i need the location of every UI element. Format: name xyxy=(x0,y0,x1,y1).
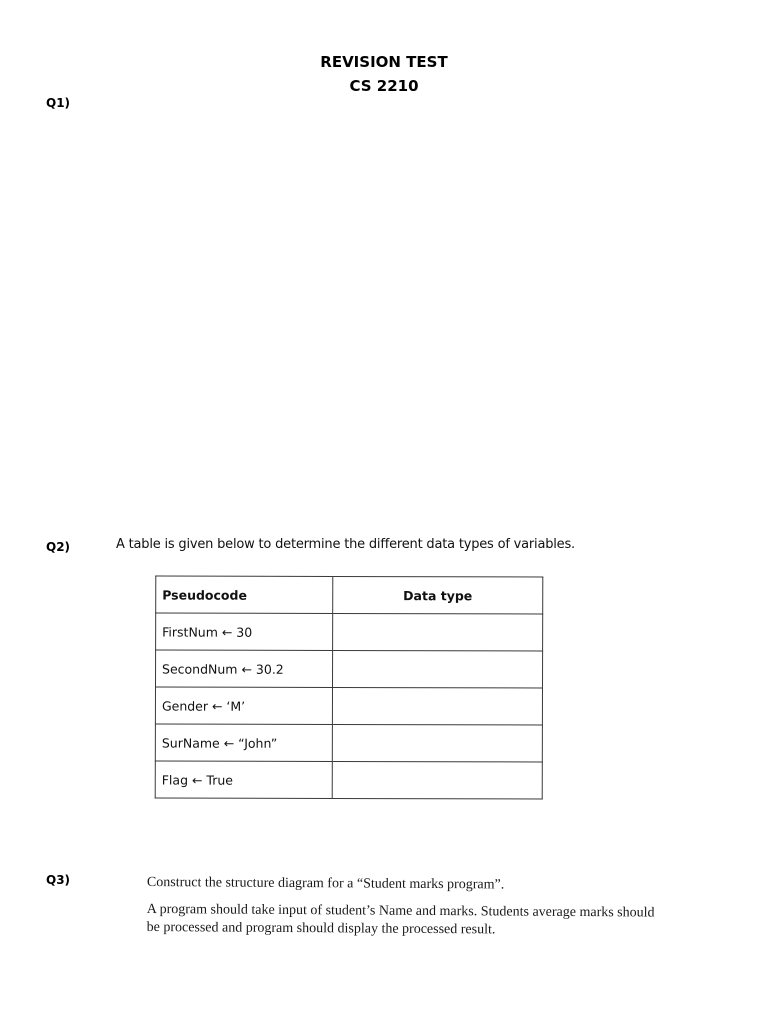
data-type-cell xyxy=(333,650,543,688)
pseudocode-cell: FirstNum ← 30 xyxy=(156,613,333,650)
question-3-label: Q3) xyxy=(46,873,71,887)
question-2-label: Q2) xyxy=(46,540,71,554)
question-3-instruction: Construct the structure diagram for a “Student marks program”. xyxy=(146,875,505,893)
table-row xyxy=(155,724,542,762)
test-title: REVISION TEST xyxy=(320,53,448,71)
header-pseudocode: Pseudocode xyxy=(156,576,333,613)
data-type-cell xyxy=(332,687,542,725)
pseudocode-cell: SurName ← “John” xyxy=(155,724,332,761)
question-2-text: A table is given below to determine the different data types of variables. xyxy=(116,537,575,552)
data-type-cell xyxy=(332,724,542,762)
table-row xyxy=(155,761,542,799)
table-row xyxy=(156,650,543,688)
pseudocode-cell: Flag ← True xyxy=(155,761,332,798)
question-3-text xyxy=(147,875,667,941)
question-1-label: Q1) xyxy=(46,96,71,110)
question-3-description: A program should take input of student’s Name and marks. Students average marks should be processed and program should display the processed result. xyxy=(146,901,655,938)
course-code: CS 2210 xyxy=(349,77,419,95)
data-type-cell xyxy=(333,613,543,651)
header-data-type: Data type xyxy=(333,576,543,614)
document-header xyxy=(0,50,768,98)
table-header-row xyxy=(156,576,543,614)
table-row xyxy=(155,687,542,725)
pseudocode-cell: SecondNum ← 30.2 xyxy=(156,650,333,687)
pseudocode-cell: Gender ← ‘M’ xyxy=(155,687,332,724)
table-row xyxy=(156,613,543,651)
data-types-table xyxy=(155,575,544,799)
data-type-cell xyxy=(332,761,542,799)
